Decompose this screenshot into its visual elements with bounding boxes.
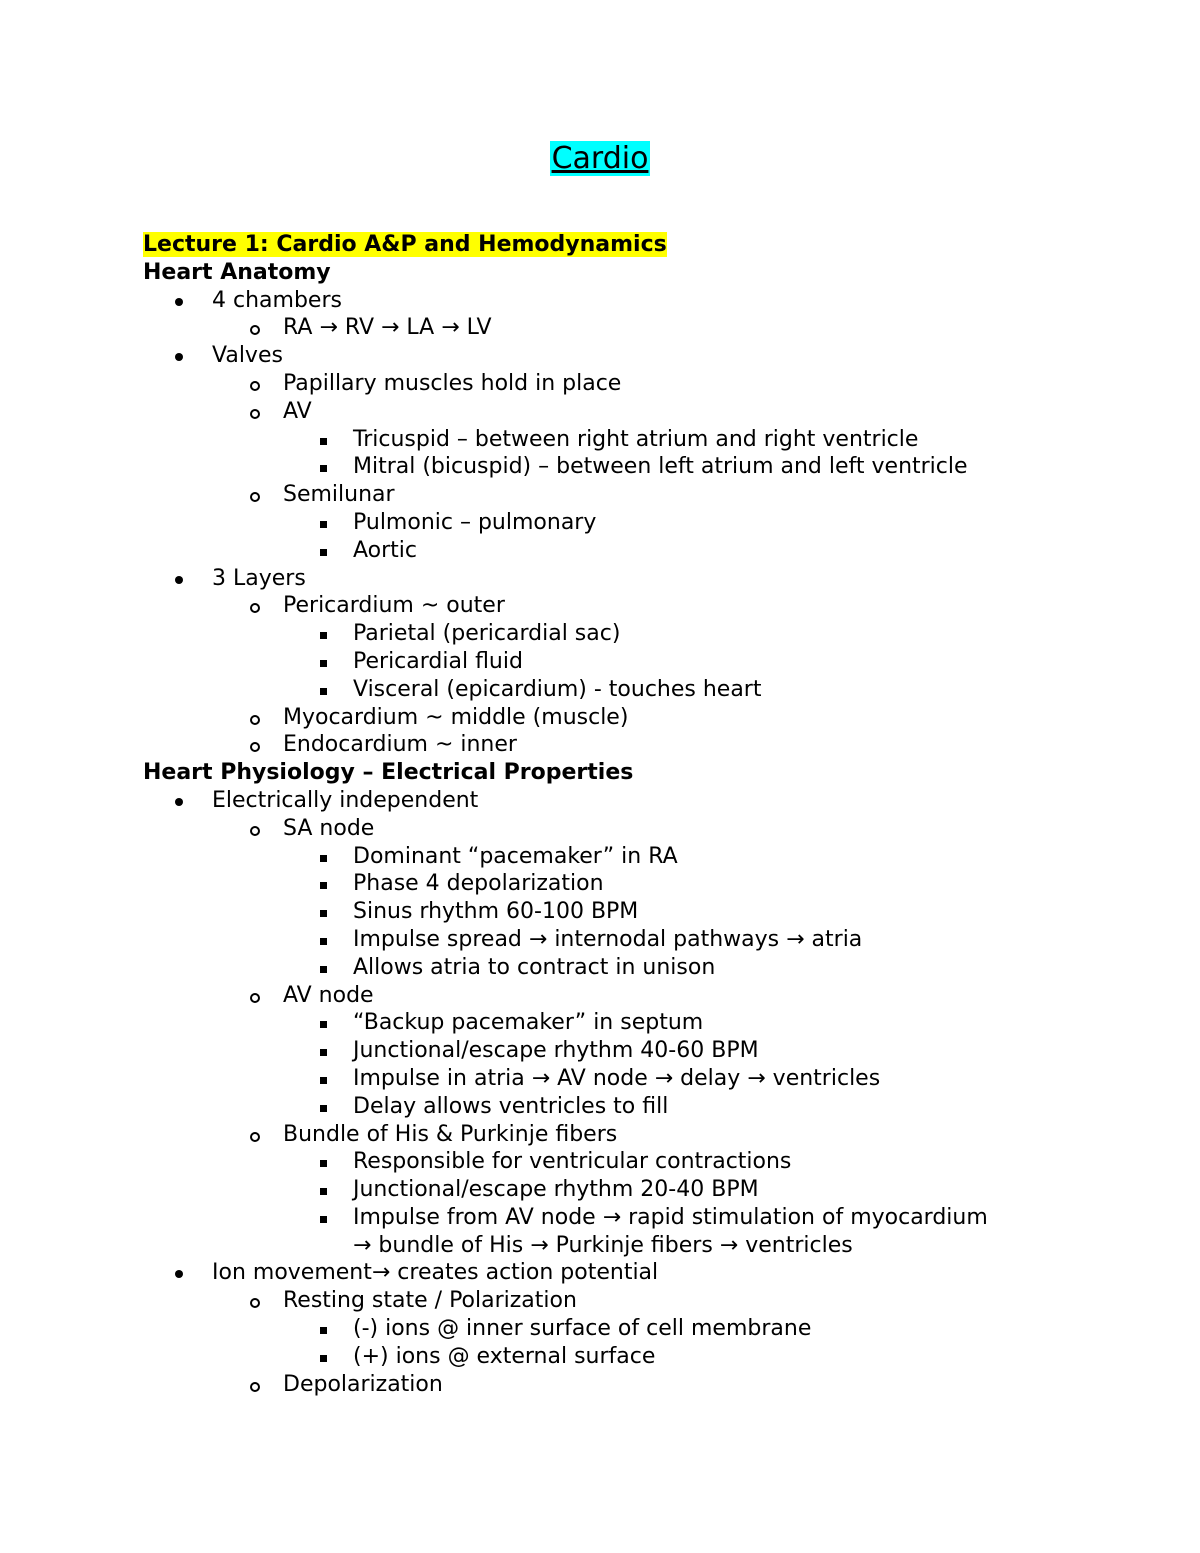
- list-item-level-2: [143, 370, 1143, 398]
- title-container: [0, 138, 1200, 180]
- list-item-level-3: [143, 1176, 1143, 1204]
- bullet-circle-icon: [250, 381, 260, 391]
- lecture-heading: [143, 231, 1143, 259]
- line-text: Heart Anatomy: [143, 259, 331, 285]
- list-item-level-3: [143, 1315, 1143, 1343]
- list-item-level-1: [143, 565, 1143, 593]
- list-item-level-3: [143, 648, 1143, 676]
- bullet-disc-icon: [175, 298, 183, 306]
- document-title: Cardio: [551, 141, 649, 176]
- bullet-square-icon: [320, 632, 327, 639]
- list-item-level-3: [143, 426, 1143, 454]
- list-item-level-3: [143, 1009, 1143, 1037]
- list-item-continuation: [143, 1232, 1143, 1260]
- bullet-circle-icon: [250, 1382, 260, 1392]
- line-text: Sinus rhythm 60-100 BPM: [353, 899, 639, 925]
- list-item-level-1: [143, 342, 1143, 370]
- line-text: SA node: [283, 815, 375, 841]
- list-item-level-3: [143, 620, 1143, 648]
- bullet-circle-icon: [250, 1132, 260, 1142]
- line-text: Resting state / Polarization: [283, 1288, 577, 1314]
- list-item-level-2: [143, 398, 1143, 426]
- bullet-square-icon: [320, 1049, 327, 1056]
- list-item-level-2: [143, 731, 1143, 759]
- list-item-level-2: [143, 592, 1143, 620]
- section-heading: [143, 759, 1143, 787]
- bullet-square-icon: [320, 1327, 327, 1334]
- line-text: Bundle of His & Purkinje fibers: [283, 1121, 618, 1147]
- line-text: Aortic: [353, 537, 418, 563]
- list-item-level-1: [143, 287, 1143, 315]
- line-text: Impulse in atria → AV node → delay → ventricles: [353, 1065, 881, 1091]
- bullet-square-icon: [320, 1188, 327, 1195]
- line-text: Heart Physiology – Electrical Properties: [143, 760, 634, 786]
- list-item-level-3: [143, 676, 1143, 704]
- list-item-level-3: [143, 1065, 1143, 1093]
- line-text: Electrically independent: [212, 787, 479, 813]
- section-heading: [143, 259, 1143, 287]
- line-text: Myocardium ~ middle (muscle): [283, 704, 629, 730]
- list-item-level-3: [143, 1093, 1143, 1121]
- list-item-level-2: [143, 704, 1143, 732]
- line-text: Dominant “pacemaker” in RA: [353, 843, 678, 869]
- list-item-level-3: [143, 1037, 1143, 1065]
- line-text: “Backup pacemaker” in septum: [353, 1010, 704, 1036]
- line-text: AV: [283, 398, 312, 424]
- bullet-circle-icon: [250, 742, 260, 752]
- bullet-square-icon: [320, 882, 327, 889]
- line-text: Tricuspid – between right atrium and right ventricle: [353, 426, 919, 452]
- bullet-disc-icon: [175, 576, 183, 584]
- line-text: Endocardium ~ inner: [283, 732, 517, 758]
- line-text: Depolarization: [283, 1371, 443, 1397]
- bullet-square-icon: [320, 1021, 327, 1028]
- bullet-circle-icon: [250, 993, 260, 1003]
- line-text: AV node: [283, 982, 374, 1008]
- bullet-square-icon: [320, 521, 327, 528]
- list-item-level-1: [143, 787, 1143, 815]
- line-text: Lecture 1: Cardio A&P and Hemodynamics: [143, 232, 667, 257]
- line-text: Junctional/escape rhythm 40-60 BPM: [353, 1038, 759, 1064]
- bullet-square-icon: [320, 938, 327, 945]
- list-item-level-3: [143, 1343, 1143, 1371]
- line-text: Delay allows ventricles to fill: [353, 1093, 669, 1119]
- list-item-level-3: [143, 509, 1143, 537]
- list-item-level-2: [143, 815, 1143, 843]
- line-text: Pulmonic – pulmonary: [353, 509, 597, 535]
- bullet-square-icon: [320, 966, 327, 973]
- bullet-disc-icon: [175, 798, 183, 806]
- line-text: (+) ions @ external surface: [353, 1343, 656, 1369]
- list-item-level-3: [143, 926, 1143, 954]
- list-item-level-3: [143, 843, 1143, 871]
- bullet-square-icon: [320, 910, 327, 917]
- line-text: Valves: [212, 343, 283, 369]
- list-item-level-2: [143, 1287, 1143, 1315]
- bullet-disc-icon: [175, 353, 183, 361]
- bullet-circle-icon: [250, 409, 260, 419]
- bullet-circle-icon: [250, 1298, 260, 1308]
- list-item-level-3: [143, 453, 1143, 481]
- bullet-square-icon: [320, 1355, 327, 1362]
- bullet-square-icon: [320, 855, 327, 862]
- bullet-circle-icon: [250, 492, 260, 502]
- bullet-disc-icon: [175, 1270, 183, 1278]
- line-text: Allows atria to contract in unison: [353, 954, 716, 980]
- bullet-circle-icon: [250, 603, 260, 613]
- line-text: Papillary muscles hold in place: [283, 370, 622, 396]
- list-item-level-1: [143, 1259, 1143, 1287]
- notes-body: [143, 231, 1143, 1398]
- bullet-circle-icon: [250, 826, 260, 836]
- bullet-square-icon: [320, 1077, 327, 1084]
- line-text: Impulse from AV node → rapid stimulation of myocardium: [353, 1204, 988, 1230]
- line-text: Pericardium ~ outer: [283, 593, 505, 619]
- list-item-level-3: [143, 1204, 1143, 1232]
- line-text: 4 chambers: [212, 287, 342, 313]
- bullet-circle-icon: [250, 715, 260, 725]
- line-text: (-) ions @ inner surface of cell membrane: [353, 1316, 812, 1342]
- bullet-square-icon: [320, 1105, 327, 1112]
- list-item-level-3: [143, 954, 1143, 982]
- bullet-square-icon: [320, 549, 327, 556]
- line-text: Responsible for ventricular contractions: [353, 1149, 792, 1175]
- list-item-level-2: [143, 1371, 1143, 1399]
- list-item-level-3: [143, 898, 1143, 926]
- line-text: Phase 4 depolarization: [353, 871, 604, 897]
- list-item-level-3: [143, 1148, 1143, 1176]
- line-text: Mitral (bicuspid) – between left atrium and left ventricle: [353, 454, 968, 480]
- line-text: Visceral (epicardium) - touches heart: [353, 676, 762, 702]
- list-item-level-2: [143, 481, 1143, 509]
- line-text: → bundle of His → Purkinje fibers → ventricles: [353, 1232, 853, 1258]
- bullet-square-icon: [320, 660, 327, 667]
- line-text: Ion movement→ creates action potential: [212, 1260, 659, 1286]
- line-text: Pericardial fluid: [353, 648, 523, 674]
- bullet-square-icon: [320, 1216, 327, 1223]
- bullet-square-icon: [320, 438, 327, 445]
- list-item-level-3: [143, 870, 1143, 898]
- line-text: Semilunar: [283, 482, 395, 508]
- list-item-level-3: [143, 537, 1143, 565]
- bullet-square-icon: [320, 1160, 327, 1167]
- list-item-level-2: [143, 314, 1143, 342]
- bullet-circle-icon: [250, 325, 260, 335]
- list-item-level-2: [143, 982, 1143, 1010]
- line-text: RA → RV → LA → LV: [283, 315, 492, 341]
- line-text: Junctional/escape rhythm 20-40 BPM: [353, 1177, 759, 1203]
- line-text: Impulse spread → internodal pathways → atria: [353, 926, 863, 952]
- bullet-square-icon: [320, 688, 327, 695]
- line-text: Parietal (pericardial sac): [353, 621, 621, 647]
- bullet-square-icon: [320, 465, 327, 472]
- list-item-level-2: [143, 1121, 1143, 1149]
- line-text: 3 Layers: [212, 565, 306, 591]
